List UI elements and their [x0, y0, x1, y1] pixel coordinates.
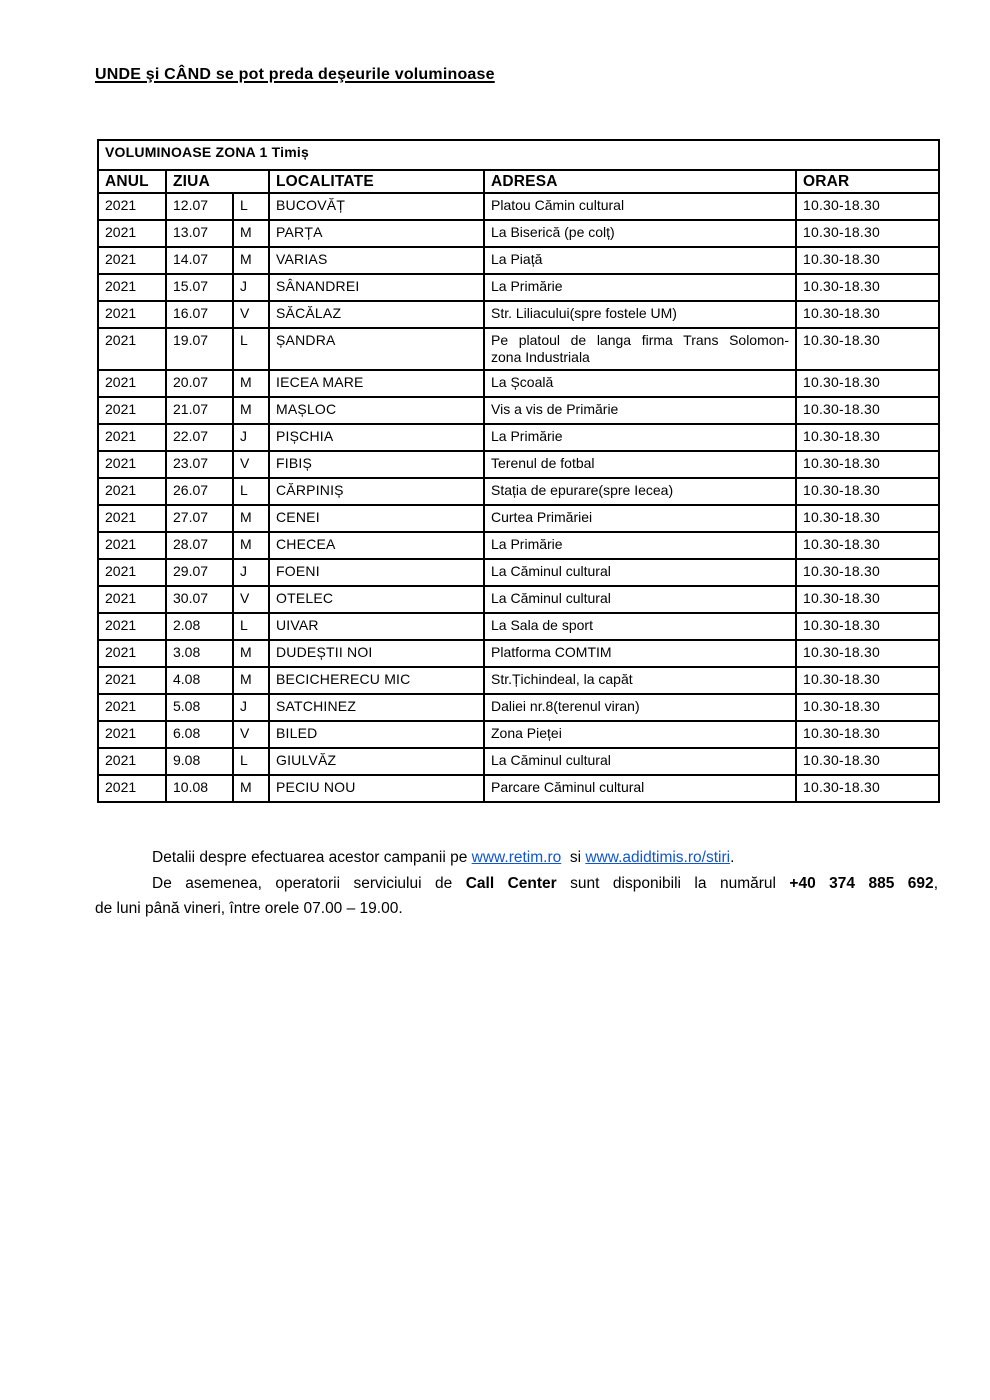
- cell-orar: 10.30-18.30: [796, 505, 939, 532]
- schedule-table: [97, 139, 940, 803]
- cell-adresa: La Sala de sport: [484, 613, 796, 640]
- cell-anul: 2021: [98, 532, 166, 559]
- cell-orar: 10.30-18.30: [796, 586, 939, 613]
- table-row: [98, 193, 939, 220]
- cell-adresa: La Școală: [484, 370, 796, 397]
- cell-ziua-litera: J: [233, 694, 269, 721]
- cell-ziua-litera: V: [233, 451, 269, 478]
- cell-ziua-litera: M: [233, 640, 269, 667]
- table-header-row: [98, 170, 939, 193]
- cell-localitate: GIULVĂZ: [269, 748, 484, 775]
- cell-orar: 10.30-18.30: [796, 424, 939, 451]
- cell-adresa: La Primărie: [484, 274, 796, 301]
- cell-adresa: Stația de epurare(spre Iecea): [484, 478, 796, 505]
- cell-ziua-litera: L: [233, 328, 269, 370]
- cell-anul: 2021: [98, 451, 166, 478]
- cell-ziua-data: 2.08: [166, 613, 233, 640]
- cell-adresa: Str.Țichindeal, la capăt: [484, 667, 796, 694]
- cell-anul: 2021: [98, 613, 166, 640]
- cell-ziua-litera: V: [233, 721, 269, 748]
- table-row: [98, 532, 939, 559]
- table-row: [98, 328, 939, 370]
- cell-anul: 2021: [98, 667, 166, 694]
- cell-anul: 2021: [98, 274, 166, 301]
- cell-localitate: PECIU NOU: [269, 775, 484, 802]
- cell-ziua-litera: J: [233, 559, 269, 586]
- cell-localitate: FOENI: [269, 559, 484, 586]
- table-row: [98, 247, 939, 274]
- table-title: VOLUMINOASE ZONA 1 Timiș: [98, 140, 939, 170]
- cell-ziua-litera: V: [233, 301, 269, 328]
- cell-ziua-data: 30.07: [166, 586, 233, 613]
- cell-anul: 2021: [98, 397, 166, 424]
- table-row: [98, 748, 939, 775]
- cell-ziua-data: 10.08: [166, 775, 233, 802]
- table-row: [98, 775, 939, 802]
- column-header-ziua: ZIUA: [166, 170, 269, 193]
- call-center-label: Call Center: [465, 874, 557, 892]
- cell-ziua-litera: M: [233, 370, 269, 397]
- cell-orar: 10.30-18.30: [796, 301, 939, 328]
- table-row: [98, 220, 939, 247]
- table-row: [98, 397, 939, 424]
- cell-adresa: La Biserică (pe colț): [484, 220, 796, 247]
- cell-orar: 10.30-18.30: [796, 748, 939, 775]
- footer-p2-text-3: ,: [933, 874, 938, 892]
- cell-adresa: La Piață: [484, 247, 796, 274]
- cell-ziua-data: 16.07: [166, 301, 233, 328]
- cell-adresa: La Căminul cultural: [484, 586, 796, 613]
- cell-anul: 2021: [98, 301, 166, 328]
- cell-localitate: VARIAS: [269, 247, 484, 274]
- cell-localitate: BILED: [269, 721, 484, 748]
- footer-p1-text-3: .: [730, 849, 735, 866]
- cell-anul: 2021: [98, 328, 166, 370]
- cell-ziua-litera: L: [233, 613, 269, 640]
- phone-number: +40 374 885 692: [789, 874, 934, 892]
- cell-ziua-data: 14.07: [166, 247, 233, 274]
- cell-ziua-data: 6.08: [166, 721, 233, 748]
- footer-p2-text-2: sunt disponibili la numărul: [556, 874, 790, 892]
- table-row: [98, 667, 939, 694]
- cell-ziua-litera: J: [233, 424, 269, 451]
- cell-ziua-data: 15.07: [166, 274, 233, 301]
- cell-localitate: CENEI: [269, 505, 484, 532]
- column-header-adresa: ADRESA: [484, 170, 796, 193]
- cell-anul: 2021: [98, 193, 166, 220]
- cell-adresa: Platou Cămin cultural: [484, 193, 796, 220]
- cell-adresa: Str. Liliacului(spre fostele UM): [484, 301, 796, 328]
- cell-anul: 2021: [98, 775, 166, 802]
- cell-anul: 2021: [98, 586, 166, 613]
- cell-orar: 10.30-18.30: [796, 220, 939, 247]
- cell-ziua-litera: L: [233, 478, 269, 505]
- cell-orar: 10.30-18.30: [796, 247, 939, 274]
- cell-localitate: ȘANDRA: [269, 328, 484, 370]
- cell-orar: 10.30-18.30: [796, 532, 939, 559]
- cell-anul: 2021: [98, 370, 166, 397]
- cell-ziua-data: 5.08: [166, 694, 233, 721]
- cell-orar: 10.30-18.30: [796, 613, 939, 640]
- cell-ziua-data: 22.07: [166, 424, 233, 451]
- footer-p2-line-2: de luni până vineri, între orele 07.00 – 19.00.: [95, 900, 403, 917]
- cell-adresa: Pe platoul de langa firma Trans Solomon- zona Industriala: [484, 328, 796, 370]
- cell-localitate: SÂNANDREI: [269, 274, 484, 301]
- cell-ziua-data: 28.07: [166, 532, 233, 559]
- table-row: [98, 586, 939, 613]
- table-row: [98, 424, 939, 451]
- cell-anul: 2021: [98, 247, 166, 274]
- footer-p1-text-2: si: [561, 849, 586, 866]
- cell-ziua-data: 29.07: [166, 559, 233, 586]
- footer-paragraph-details: [95, 845, 938, 871]
- cell-localitate: CĂRPINIȘ: [269, 478, 484, 505]
- cell-ziua-litera: L: [233, 748, 269, 775]
- cell-localitate: OTELEC: [269, 586, 484, 613]
- cell-ziua-data: 23.07: [166, 451, 233, 478]
- cell-anul: 2021: [98, 694, 166, 721]
- cell-ziua-litera: V: [233, 586, 269, 613]
- table-title-row: [98, 140, 939, 170]
- cell-adresa: Vis a vis de Primărie: [484, 397, 796, 424]
- cell-adresa: Zona Pieței: [484, 721, 796, 748]
- cell-ziua-litera: M: [233, 667, 269, 694]
- cell-orar: 10.30-18.30: [796, 775, 939, 802]
- cell-orar: 10.30-18.30: [796, 328, 939, 370]
- cell-adresa: Platforma COMTIM: [484, 640, 796, 667]
- cell-anul: 2021: [98, 424, 166, 451]
- cell-adresa: La Primărie: [484, 424, 796, 451]
- cell-ziua-data: 3.08: [166, 640, 233, 667]
- cell-orar: 10.30-18.30: [796, 451, 939, 478]
- cell-localitate: MAȘLOC: [269, 397, 484, 424]
- footer-p1-text-1: Detalii despre efectuarea acestor campanii pe: [152, 849, 472, 866]
- cell-ziua-litera: M: [233, 505, 269, 532]
- cell-adresa: Daliei nr.8(terenul viran): [484, 694, 796, 721]
- cell-adresa: Terenul de fotbal: [484, 451, 796, 478]
- cell-ziua-litera: M: [233, 247, 269, 274]
- cell-anul: 2021: [98, 505, 166, 532]
- cell-localitate: PIȘCHIA: [269, 424, 484, 451]
- cell-orar: 10.30-18.30: [796, 478, 939, 505]
- cell-localitate: SATCHINEZ: [269, 694, 484, 721]
- retim-link[interactable]: www.retim.ro: [471, 849, 562, 866]
- cell-anul: 2021: [98, 721, 166, 748]
- cell-orar: 10.30-18.30: [796, 640, 939, 667]
- cell-localitate: SĂCĂLAZ: [269, 301, 484, 328]
- table-row: [98, 613, 939, 640]
- cell-ziua-data: 26.07: [166, 478, 233, 505]
- adidtimis-link[interactable]: www.adidtimis.ro/stiri: [585, 849, 731, 866]
- table-row: [98, 274, 939, 301]
- cell-ziua-data: 4.08: [166, 667, 233, 694]
- table-row: [98, 301, 939, 328]
- cell-ziua-data: 12.07: [166, 193, 233, 220]
- cell-localitate: IECEA MARE: [269, 370, 484, 397]
- footer-p2-text-1: De asemenea, operatorii serviciului de: [152, 874, 466, 892]
- cell-adresa: La Primărie: [484, 532, 796, 559]
- table-row: [98, 370, 939, 397]
- cell-ziua-data: 13.07: [166, 220, 233, 247]
- footer-text-block: [95, 845, 938, 922]
- cell-adresa: Curtea Primăriei: [484, 505, 796, 532]
- page-title: UNDE şi CÂND se pot preda deşeurile voluminoase: [95, 66, 495, 83]
- cell-orar: 10.30-18.30: [796, 721, 939, 748]
- cell-ziua-data: 21.07: [166, 397, 233, 424]
- cell-adresa: La Căminul cultural: [484, 559, 796, 586]
- column-header-localitate: LOCALITATE: [269, 170, 484, 193]
- cell-localitate: PARȚA: [269, 220, 484, 247]
- cell-localitate: FIBIȘ: [269, 451, 484, 478]
- cell-ziua-litera: L: [233, 193, 269, 220]
- table-row: [98, 451, 939, 478]
- cell-localitate: BECICHERECU MIC: [269, 667, 484, 694]
- cell-ziua-data: 19.07: [166, 328, 233, 370]
- table-row: [98, 694, 939, 721]
- cell-localitate: BUCOVĂȚ: [269, 193, 484, 220]
- table-row: [98, 640, 939, 667]
- footer-paragraph-callcenter: [95, 871, 938, 922]
- cell-anul: 2021: [98, 220, 166, 247]
- cell-orar: 10.30-18.30: [796, 193, 939, 220]
- table-row: [98, 721, 939, 748]
- cell-orar: 10.30-18.30: [796, 694, 939, 721]
- cell-ziua-data: 9.08: [166, 748, 233, 775]
- cell-ziua-litera: M: [233, 532, 269, 559]
- cell-adresa: Parcare Căminul cultural: [484, 775, 796, 802]
- cell-orar: 10.30-18.30: [796, 667, 939, 694]
- cell-localitate: DUDEȘTII NOI: [269, 640, 484, 667]
- cell-ziua-litera: M: [233, 397, 269, 424]
- cell-orar: 10.30-18.30: [796, 559, 939, 586]
- column-header-anul: ANUL: [98, 170, 166, 193]
- cell-localitate: UIVAR: [269, 613, 484, 640]
- cell-anul: 2021: [98, 559, 166, 586]
- footer-p2-line-1: [95, 871, 938, 897]
- cell-anul: 2021: [98, 748, 166, 775]
- table-row: [98, 478, 939, 505]
- cell-adresa: La Căminul cultural: [484, 748, 796, 775]
- cell-ziua-litera: M: [233, 775, 269, 802]
- cell-ziua-data: 20.07: [166, 370, 233, 397]
- cell-ziua-litera: M: [233, 220, 269, 247]
- table-row: [98, 559, 939, 586]
- cell-anul: 2021: [98, 640, 166, 667]
- cell-orar: 10.30-18.30: [796, 370, 939, 397]
- cell-orar: 10.30-18.30: [796, 397, 939, 424]
- cell-anul: 2021: [98, 478, 166, 505]
- cell-orar: 10.30-18.30: [796, 274, 939, 301]
- table-row: [98, 505, 939, 532]
- cell-localitate: CHECEA: [269, 532, 484, 559]
- column-header-orar: ORAR: [796, 170, 939, 193]
- cell-ziua-data: 27.07: [166, 505, 233, 532]
- cell-ziua-litera: J: [233, 274, 269, 301]
